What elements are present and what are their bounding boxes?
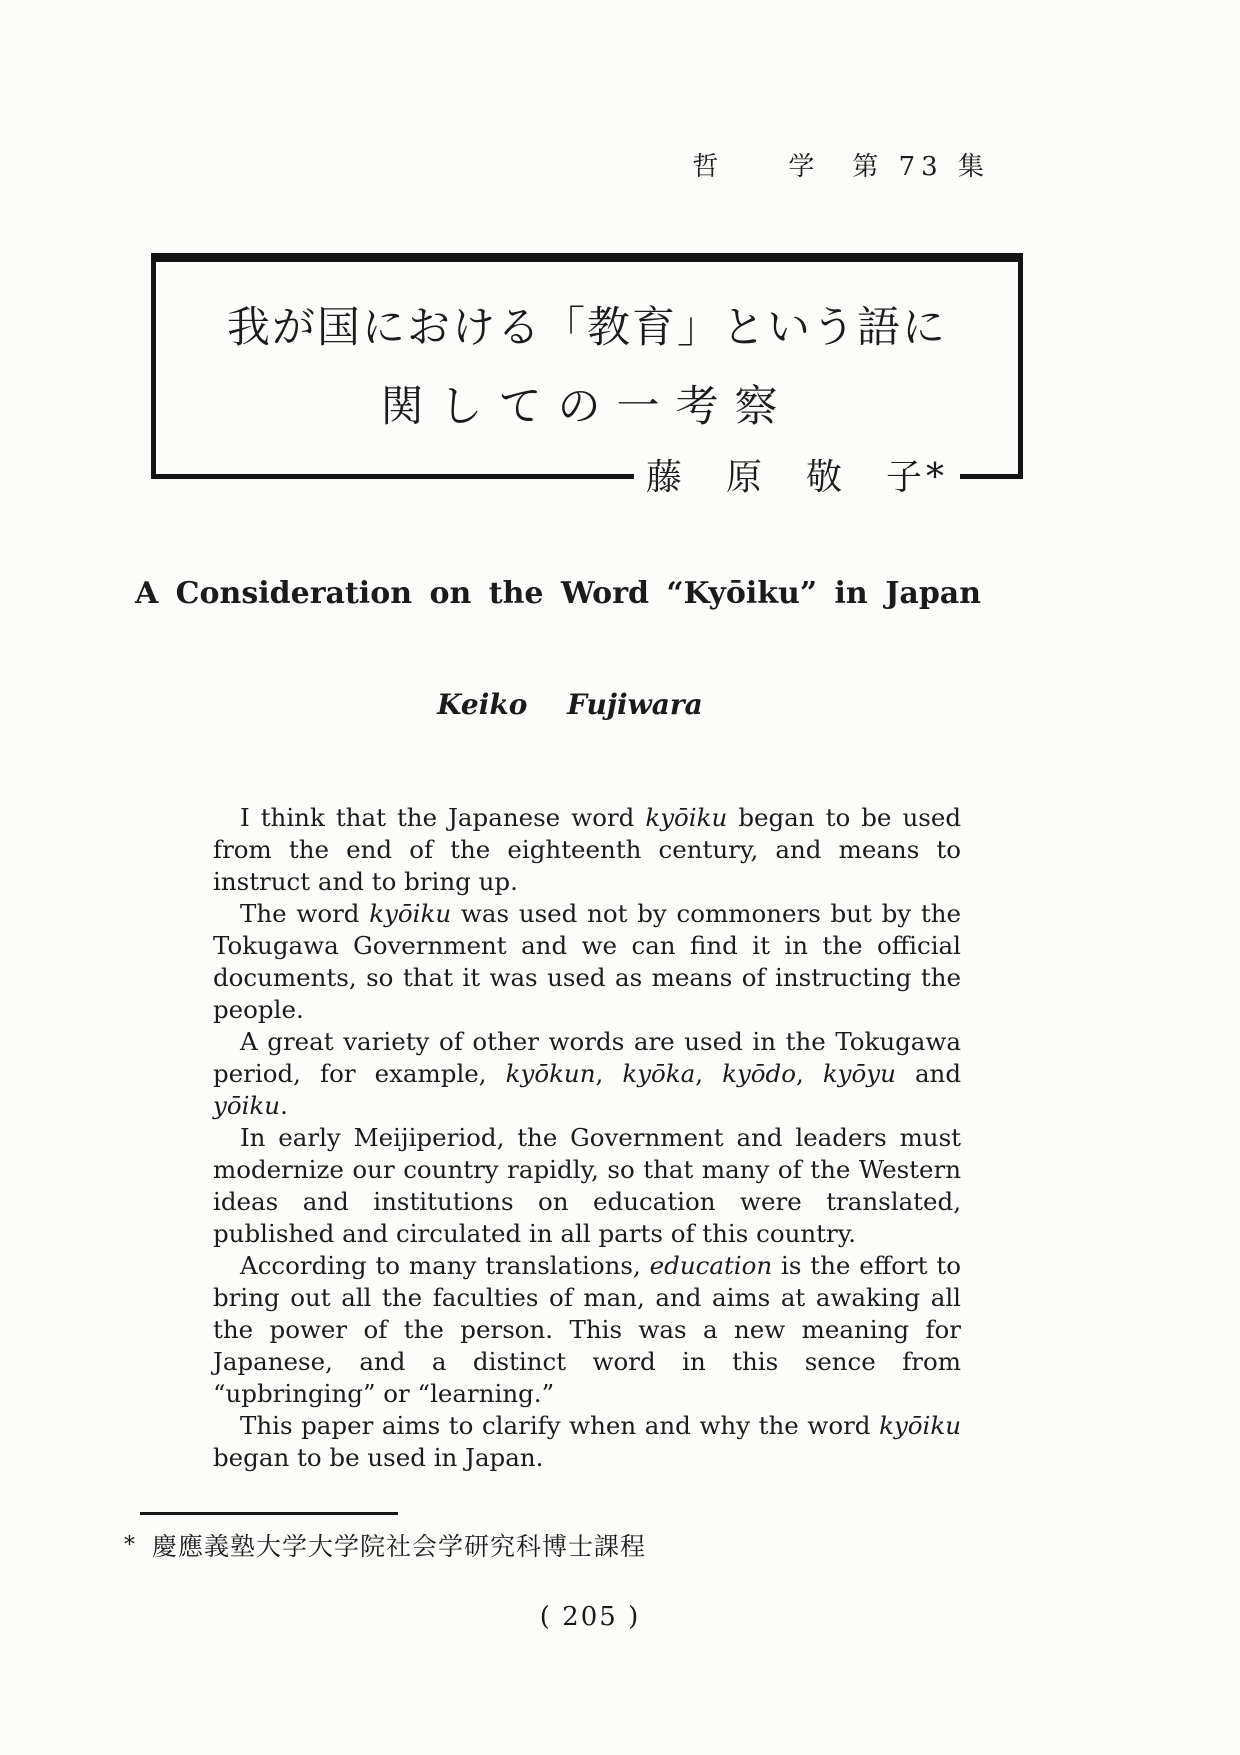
footnote-divider bbox=[140, 1512, 398, 1515]
title-box bbox=[151, 253, 1023, 498]
english-title: A Consideration on the Word “Kyōiku” in Japan bbox=[134, 576, 982, 611]
paragraph: A great variety of other words are used in the Tokugawa period, for example, kyōkun, kyōka, kyōdo, kyōyu and yōiku. bbox=[213, 1027, 962, 1120]
japanese-title-line1: 我が国における「教育」という語に bbox=[227, 303, 947, 353]
body-paragraphs bbox=[213, 802, 961, 1474]
author-name-japanese: 藤 原 敬 子* bbox=[634, 449, 960, 500]
japanese-title-line2: 関しての一考察 bbox=[380, 382, 794, 432]
footnote bbox=[124, 1527, 646, 1563]
author-name-english: Keiko Fujiwara bbox=[437, 688, 703, 721]
paragraph: The word kyōiku was used not by commoners but by the Tokugawa Government and we can find it in the official documents, so that it was used as means of instructing the people. bbox=[213, 899, 961, 1024]
paragraph: I think that the Japanese word kyōiku began to be used from the end of the eighteenth century, and means to instruct and to bring up. bbox=[213, 803, 961, 896]
paragraph: This paper aims to clarify when and why the word kyōiku began to be used in Japan. bbox=[213, 1411, 961, 1472]
page-number: ( 205 ) bbox=[539, 1602, 641, 1632]
footnote-marker: * bbox=[124, 1533, 136, 1558]
paragraph: According to many translations, education is the effort to bring out all the faculties of man, and aims at awaking all the power of the person. This was a new meaning for Japanese, and a distinct word in this sence from “upbringing” or “learning.” bbox=[213, 1251, 961, 1408]
journal-volume-header: 哲 学 第 73 集 bbox=[692, 152, 990, 182]
paragraph: In early Meijiperiod, the Government and leaders must modernize our country rapidly, so that many of the Western ideas and institutions on education were translated, published and circulated in all parts of this country. bbox=[213, 1123, 961, 1248]
footnote-text: 慶應義塾大学大学院社会学研究科博士課程 bbox=[152, 1532, 647, 1561]
